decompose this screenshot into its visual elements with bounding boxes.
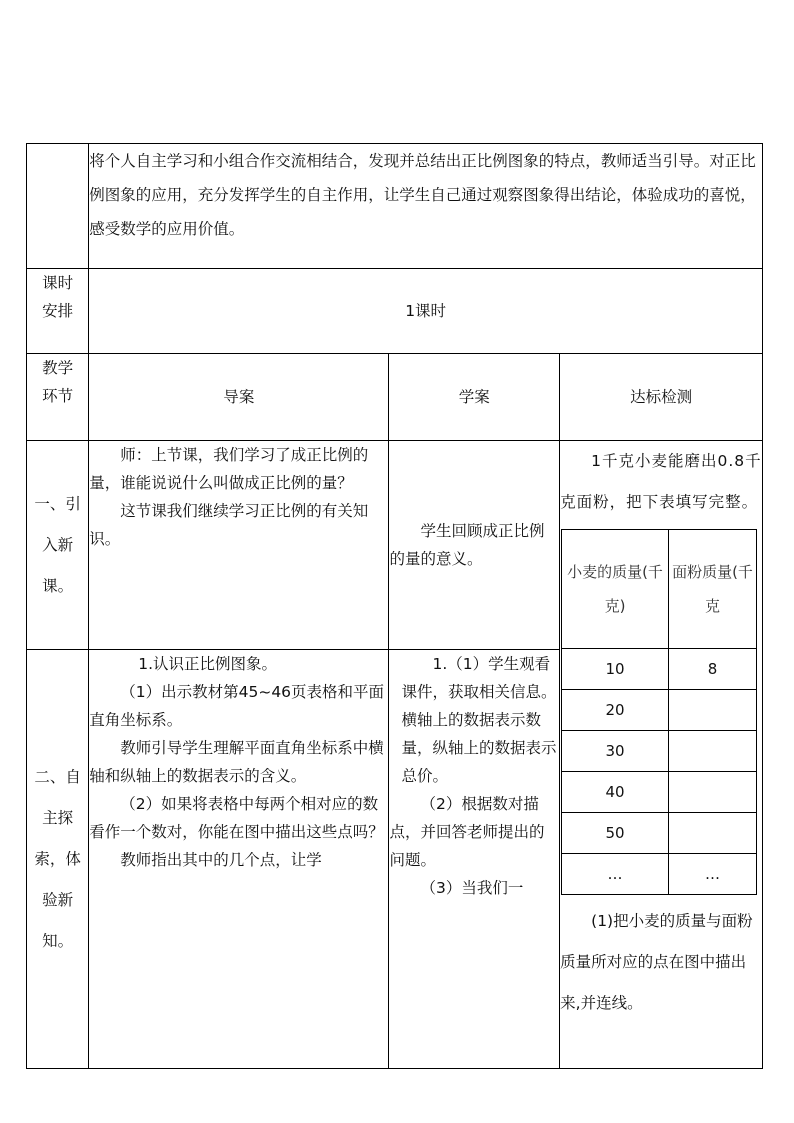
lesson-plan-table — [26, 143, 763, 1069]
section-intro-title-line3: 课。 — [42, 576, 74, 595]
section-explore-title-line3: 索，体 — [34, 849, 81, 868]
table-row — [562, 649, 757, 690]
section-intro-guide-p1: 师：上节课，我们学习了成正比例的量，谁能说说什么叫做成正比例的量？ — [89, 446, 369, 492]
header-check: 达标检测 — [630, 388, 693, 406]
table-row — [562, 854, 757, 895]
header-stage-line2: 环节 — [42, 387, 74, 405]
section-explore-study-p1: 1.（1）学生观看课件，获取相关信息。横轴上的数据表示数量，纵轴上的数据表示总价。 — [401, 655, 557, 785]
section-explore-guide-p1: 1.认识正比例图象。 — [138, 655, 278, 673]
schedule-value: 1课时 — [405, 302, 447, 320]
table-row — [562, 731, 757, 772]
section-explore-title-line2: 主探 — [42, 808, 74, 827]
teaching-method-cell — [89, 144, 763, 269]
section-intro-title-line2: 入新 — [42, 535, 74, 554]
section-intro-title-line1: 一、引 — [34, 494, 81, 513]
teaching-method-row — [27, 144, 763, 269]
section-explore-guide-p3: 教师引导学生理解平面直角坐标系中横轴和纵轴上的数据表示的含义。 — [89, 739, 384, 785]
section-intro-study: 学生回顾成正比例的量的意义。 — [389, 522, 545, 568]
table-row — [562, 690, 757, 731]
check-question: 1千克小麦能磨出0.8千克面粉，把下表填写完整。 — [560, 452, 762, 511]
header-check-cell — [560, 354, 763, 441]
empty-label-cell — [27, 144, 89, 269]
wheat-value: 40 — [562, 772, 669, 813]
table-row — [562, 813, 757, 854]
section-explore-guide-p2: （1）出示教材第45~46页表格和平面直角坐标系。 — [89, 683, 385, 729]
section-explore-title-cell — [27, 650, 89, 1069]
header-study-cell — [389, 354, 560, 441]
flour-value — [668, 813, 756, 854]
wheat-value: 50 — [562, 813, 669, 854]
section-explore-study-cell — [389, 650, 560, 1069]
header-study: 学案 — [458, 388, 490, 406]
flour-value — [668, 690, 756, 731]
wheat-value: 30 — [562, 731, 669, 772]
wheat-value: 20 — [562, 690, 669, 731]
check-task1: (1)把小麦的质量与面粉质量所对应的点在图中描出来,并连线。 — [560, 912, 753, 1012]
schedule-row — [27, 269, 763, 354]
section-explore-guide-cell — [89, 650, 389, 1069]
wheat-value: … — [562, 854, 669, 895]
section-intro-guide-p2: 这节课我们继续学习正比例的有关知识。 — [89, 502, 369, 548]
section-explore-title-line5: 知。 — [42, 931, 74, 950]
schedule-label-line2: 安排 — [42, 302, 74, 320]
schedule-label-line1: 课时 — [42, 274, 74, 292]
header-guide-cell — [89, 354, 389, 441]
section-intro-study-cell — [389, 441, 560, 650]
schedule-value-cell — [89, 269, 763, 354]
flour-value: 8 — [668, 649, 756, 690]
wheat-value: 10 — [562, 649, 669, 690]
flour-value: … — [668, 854, 756, 895]
wheat-flour-header-row — [562, 530, 757, 649]
check-cell — [560, 441, 763, 1069]
header-stage-cell — [27, 354, 89, 441]
teaching-method-text: 将个人自主学习和小组合作交流相结合，发现并总结出正比例图象的特点，教师适当引导。对正比例图象的应用，充分发挥学生的自主作用，让学生自己通过观察图象得出结论，体验成功的喜悦，感受数学的应用价值。 — [89, 152, 756, 238]
wheat-flour-table — [561, 529, 757, 895]
section-intro-title-cell — [27, 441, 89, 650]
wheat-header: 小麦的质量(千克) — [562, 530, 669, 649]
flour-value — [668, 772, 756, 813]
section-intro-row — [27, 441, 763, 650]
section-intro-guide-cell — [89, 441, 389, 650]
header-guide: 导案 — [223, 388, 255, 406]
section-explore-study-p3: （3）当我们一 — [420, 879, 524, 897]
section-explore-guide-p4: （2）如果将表格中每两个相对应的数看作一个数对，你能在图中描出这些点吗？ — [89, 795, 384, 841]
section-explore-title-line1: 二、自 — [34, 767, 81, 786]
header-stage-line1: 教学 — [42, 359, 74, 377]
flour-value — [668, 731, 756, 772]
section-explore-study-p2: （2）根据数对描点，并回答老师提出的问题。 — [389, 795, 545, 869]
table-row — [562, 772, 757, 813]
section-explore-guide-p5: 教师指出其中的几个点，让学 — [120, 851, 322, 869]
section-explore-title-line4: 验新 — [42, 890, 74, 909]
schedule-label-cell — [27, 269, 89, 354]
flour-header: 面粉质量(千克 — [668, 530, 756, 649]
header-row — [27, 354, 763, 441]
